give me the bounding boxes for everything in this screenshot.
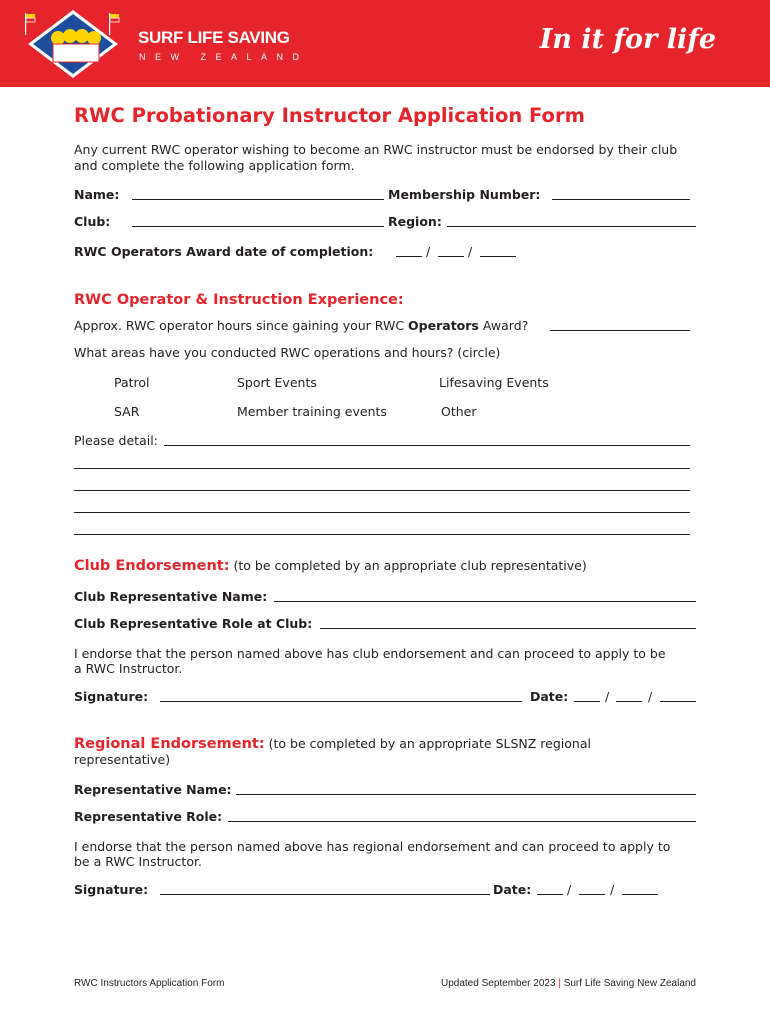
regional-endorsement-note-line2: representative) — [74, 752, 171, 767]
club-endorse-statement-line2: a RWC Instructor. — [74, 661, 183, 676]
regional-date-year-field[interactable] — [622, 894, 658, 895]
operator-hours-field[interactable] — [550, 330, 690, 331]
regional-date-month-field[interactable] — [579, 894, 605, 895]
club-signature-field[interactable] — [160, 701, 522, 702]
option-lifesaving-events[interactable]: Lifesaving Events — [439, 375, 549, 390]
club-rep-name-label: Club Representative Name: — [74, 589, 268, 604]
experience-heading: RWC Operator & Instruction Experience: — [74, 292, 404, 308]
regional-rep-role-field[interactable] — [228, 821, 696, 822]
award-date-year-field[interactable] — [480, 256, 516, 257]
slsnz-logo-icon — [18, 8, 128, 80]
option-other[interactable]: Other — [441, 404, 477, 419]
club-date-day-field[interactable] — [574, 701, 600, 702]
header-banner — [0, 0, 770, 87]
areas-question: What areas have you conducted RWC operations and hours? (circle) — [74, 345, 501, 360]
footer-left: RWC Instructors Application Form — [74, 978, 225, 989]
club-endorsement-heading: Club Endorsement: (to be completed by an appropriate club representative) — [74, 558, 587, 574]
name-label: Name: — [74, 187, 120, 202]
date-slash: / — [610, 882, 615, 897]
detail-line[interactable] — [74, 468, 690, 469]
footer-right: Updated September 2023 | Surf Life Saving New Zealand — [441, 978, 696, 989]
regional-signature-label: Signature: — [74, 882, 149, 897]
intro-text-line2: and complete the following application form. — [74, 158, 355, 173]
brand-subtitle: NEW ZEALAND — [139, 52, 309, 62]
date-slash: / — [567, 882, 572, 897]
option-patrol[interactable]: Patrol — [114, 375, 150, 390]
please-detail-label: Please detail: — [74, 433, 158, 448]
club-field[interactable] — [132, 226, 384, 227]
regional-date-day-field[interactable] — [537, 894, 563, 895]
name-field[interactable] — [132, 199, 384, 200]
detail-line[interactable] — [74, 512, 690, 513]
membership-number-label: Membership Number: — [388, 187, 541, 202]
award-date-day-field[interactable] — [396, 256, 422, 257]
club-rep-role-label: Club Representative Role at Club: — [74, 616, 313, 631]
club-date-month-field[interactable] — [616, 701, 642, 702]
operator-hours-question: Approx. RWC operator hours since gaining your RWC Operators Award? — [74, 318, 529, 333]
option-sport-events[interactable]: Sport Events — [237, 375, 317, 390]
regional-signature-field[interactable] — [160, 894, 490, 895]
date-slash: / — [468, 244, 473, 259]
award-date-month-field[interactable] — [438, 256, 464, 257]
detail-line[interactable] — [74, 534, 690, 535]
tagline: In it for life — [539, 24, 716, 55]
form-title: RWC Probationary Instructor Application Form — [74, 104, 585, 127]
club-signature-label: Signature: — [74, 689, 149, 704]
detail-line[interactable] — [164, 445, 690, 446]
club-rep-role-field[interactable] — [320, 628, 696, 629]
club-endorse-statement-line1: I endorse that the person named above has club endorsement and can proceed to apply to be — [74, 646, 666, 661]
regional-endorse-statement-line2: be a RWC Instructor. — [74, 854, 202, 869]
detail-line[interactable] — [74, 490, 690, 491]
club-rep-name-field[interactable] — [274, 601, 696, 602]
region-field[interactable] — [447, 226, 696, 227]
date-slash: / — [426, 244, 431, 259]
region-label: Region: — [388, 214, 442, 229]
regional-endorse-statement-line1: I endorse that the person named above has regional endorsement and can proceed to apply to — [74, 839, 671, 854]
brand-name: SURF LIFE SAVING — [138, 28, 290, 47]
option-member-training-events[interactable]: Member training events — [237, 404, 387, 419]
regional-date-label: Date: — [493, 882, 532, 897]
club-date-label: Date: — [530, 689, 569, 704]
regional-endorsement-heading: Regional Endorsement: (to be completed by an appropriate SLSNZ regional — [74, 736, 591, 752]
regional-rep-name-label: Representative Name: — [74, 782, 232, 797]
regional-rep-role-label: Representative Role: — [74, 809, 223, 824]
award-date-label: RWC Operators Award date of completion: — [74, 244, 374, 259]
club-label: Club: — [74, 214, 111, 229]
regional-rep-name-field[interactable] — [236, 794, 696, 795]
club-date-year-field[interactable] — [660, 701, 696, 702]
date-slash: / — [648, 689, 653, 704]
date-slash: / — [605, 689, 610, 704]
intro-text-line1: Any current RWC operator wishing to become an RWC instructor must be endorsed by their club — [74, 142, 678, 157]
option-sar[interactable]: SAR — [114, 404, 140, 419]
membership-number-field[interactable] — [552, 199, 690, 200]
